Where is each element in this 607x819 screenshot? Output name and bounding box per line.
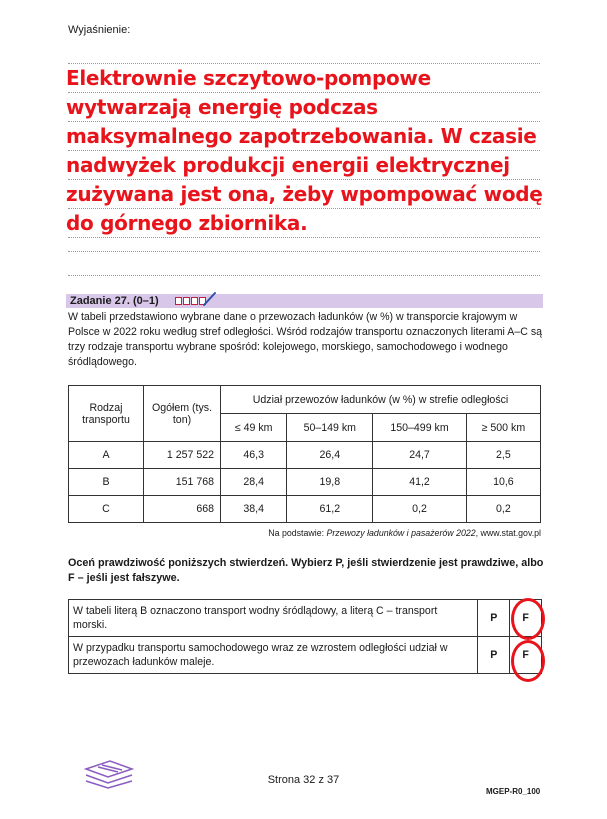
table-row (69, 442, 541, 469)
cell-type: A (69, 442, 144, 469)
selection-circle (511, 598, 545, 640)
page-number: Strona 32 z 37 (267, 774, 340, 786)
statement-text: W przypadku transportu samochodowego wraz ze wzrostem odległości udział w przewozach ładunków maleje. (69, 637, 478, 674)
option-p[interactable]: P (478, 637, 510, 674)
transport-table (68, 385, 541, 523)
cell-zone: 10,6 (466, 469, 540, 496)
cell-zone: 38,4 (221, 496, 287, 523)
cell-zone: 0,2 (373, 496, 467, 523)
header-transport-type: Rodzaj transportu (69, 386, 144, 442)
header-total: Ogółem (tys. ton) (144, 386, 221, 442)
statement-row (69, 600, 542, 637)
source-prefix: Na podstawie: (268, 528, 327, 538)
cell-zone: 24,7 (373, 442, 467, 469)
header-zone: 150–499 km (373, 414, 467, 442)
header-zone: ≥ 500 km (466, 414, 540, 442)
cell-total: 151 768 (144, 469, 221, 496)
cell-zone: 0,2 (466, 496, 540, 523)
cell-type: C (69, 496, 144, 523)
exam-code: MGEP-R0_100 (486, 787, 541, 796)
source-title: Przewozy ładunków i pasażerów 2022 (326, 528, 476, 538)
selection-circle (511, 640, 545, 682)
option-f[interactable]: F (510, 637, 542, 674)
cell-zone: 26,4 (287, 442, 373, 469)
statement-row (69, 637, 542, 674)
cell-zone: 61,2 (287, 496, 373, 523)
option-p[interactable]: P (478, 600, 510, 637)
cell-zone: 41,2 (373, 469, 467, 496)
pen-icon (202, 291, 218, 312)
cell-zone: 46,3 (221, 442, 287, 469)
cell-total: 1 257 522 (144, 442, 221, 469)
explanation-label: Wyjaśnienie: (68, 24, 131, 36)
header-zone-group: Udział przewozów ładunków (w %) w strefie odległości (221, 386, 541, 414)
handwritten-answer: Elektrownie szczytowo-pompowe wytwarzają energię podczas maksymalnego zapotrzebowania. W czasie nadwyżek produkcji energii elektrycznej zużywana jest ona, żeby wpompować wodę do górnego zbiornika. (66, 66, 543, 235)
task-title: Zadanie 27. (0–1) (70, 295, 159, 307)
option-f[interactable]: F (510, 600, 542, 637)
header-zone: 50–149 km (287, 414, 373, 442)
source-suffix: , www.stat.gov.pl (475, 528, 541, 538)
cell-type: B (69, 469, 144, 496)
cell-zone: 2,5 (466, 442, 540, 469)
cell-zone: 28,4 (221, 469, 287, 496)
statement-text: W tabeli literą B oznaczono transport wodny śródlądowy, a literą C – transport morski. (69, 600, 478, 637)
true-false-table (68, 599, 542, 674)
source-note (68, 528, 541, 538)
header-zone: ≤ 49 km (221, 414, 287, 442)
answer-line (68, 275, 540, 276)
cell-total: 668 (144, 496, 221, 523)
table-row (69, 496, 541, 523)
answer-line (68, 251, 540, 252)
table-row (69, 469, 541, 496)
cell-zone: 19,8 (287, 469, 373, 496)
task-intro: W tabeli przedstawiono wybrane dane o przewozach ładunków (w %) w transporcie krajowym w Polsce w 2022 roku według stref odległości. Wśród rodzajów transportu oznaczonych literami A–C są trzy rodzaje transportu wybrane spośród: kolejowego, morskiego, samochodowego i wodnego śródlądowego. (68, 311, 543, 368)
instruction: Oceń prawdziwość poniższych stwierdzeń. Wybierz P, jeśli stwierdzenie jest prawdziwe, albo F – jeśli jest fałszywe. (68, 557, 544, 584)
